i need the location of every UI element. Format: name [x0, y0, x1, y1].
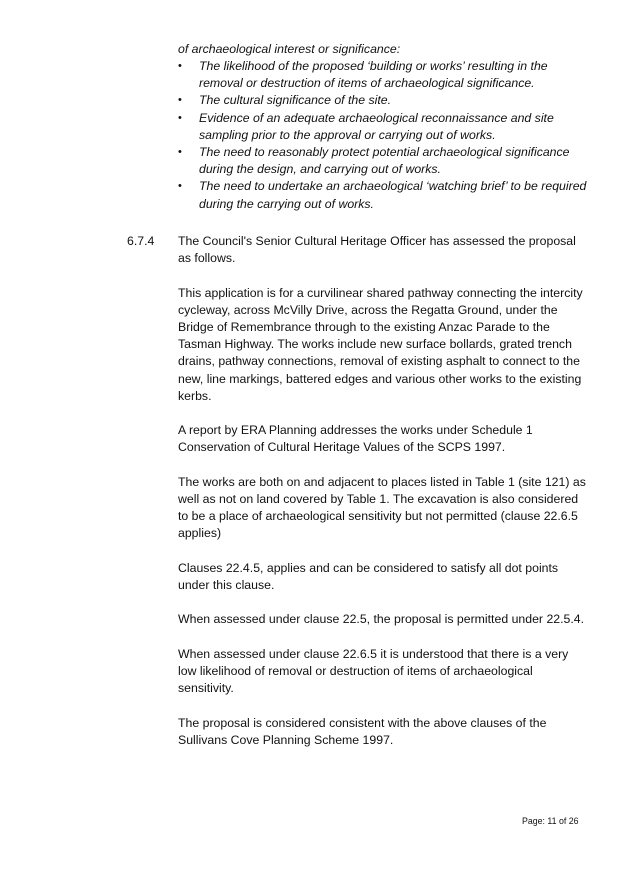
list-item-text: Evidence of an adequate archaeological reconnaissance and site sampling prior to the approval or carrying out of works. — [199, 110, 554, 142]
list-item — [178, 58, 588, 92]
paragraph: The proposal is considered consistent with the above clauses of the Sullivans Cove Planning Scheme 1997. — [178, 715, 547, 747]
page-number: Page: 11 of 26 — [522, 816, 579, 826]
paragraph: This application is for a curvilinear shared pathway connecting the intercity cycleway, across McVilly Drive, across the Regatta Ground, under the Bridge of Remembrance through to the existing Anzac Parade to the Tasman Highway. The works include new surface bollards, grated trench drains, pathway connections, removal of existing asphalt to connect to the new, line markings, battered edges and various other works to the existing kerbs. — [178, 285, 583, 403]
list-item — [178, 92, 588, 109]
paragraph: Clauses 22.4.5, applies and can be considered to satisfy all dot points under this clause. — [178, 560, 559, 592]
paragraph: A report by ERA Planning addresses the works under Schedule 1 Conservation of Cultural Heritage Values of the SCPS 1997. — [178, 423, 533, 455]
section-number: 6.7.4 — [127, 234, 155, 248]
paragraph: When assessed under clause 22.5, the proposal is permitted under 22.5.4. — [178, 612, 585, 627]
list-item — [178, 178, 588, 212]
criteria-list — [178, 58, 588, 213]
bullet-icon: • — [178, 94, 182, 107]
bullet-icon: • — [178, 146, 182, 159]
list-item — [178, 144, 588, 178]
bullet-icon: • — [178, 180, 182, 193]
bullet-icon: • — [178, 111, 182, 124]
list-item-text: The cultural significance of the site. — [199, 93, 392, 108]
list-item-text: The likelihood of the proposed ‘building or works’ resulting in the removal or destruction of items of archaeological significance. — [199, 59, 548, 91]
list-item — [178, 110, 588, 144]
list-item-text: The need to undertake an archaeological ‘watching brief’ to be required during the carrying out of works. — [199, 179, 587, 211]
paragraph: When assessed under clause 22.6.5 it is understood that there is a very low likelihood of removal or destruction of items of archaeological sensitivity. — [178, 646, 569, 696]
paragraph: The works are both on and adjacent to places listed in Table 1 (site 121) as well as not on land covered by Table 1. The excavation is also considered to be a place of archaeological sensitivity but not permitted (clause 22.6.5 applies) — [178, 474, 586, 541]
intro-line: of archaeological interest or significance: — [178, 42, 401, 56]
paragraph: The Council's Senior Cultural Heritage Officer has assessed the proposal as follows. — [178, 234, 576, 266]
bullet-icon: • — [178, 60, 182, 72]
list-item-text: The need to reasonably protect potential archaeological significance during the design, and carrying out of works. — [199, 145, 570, 177]
section-body — [178, 233, 588, 766]
